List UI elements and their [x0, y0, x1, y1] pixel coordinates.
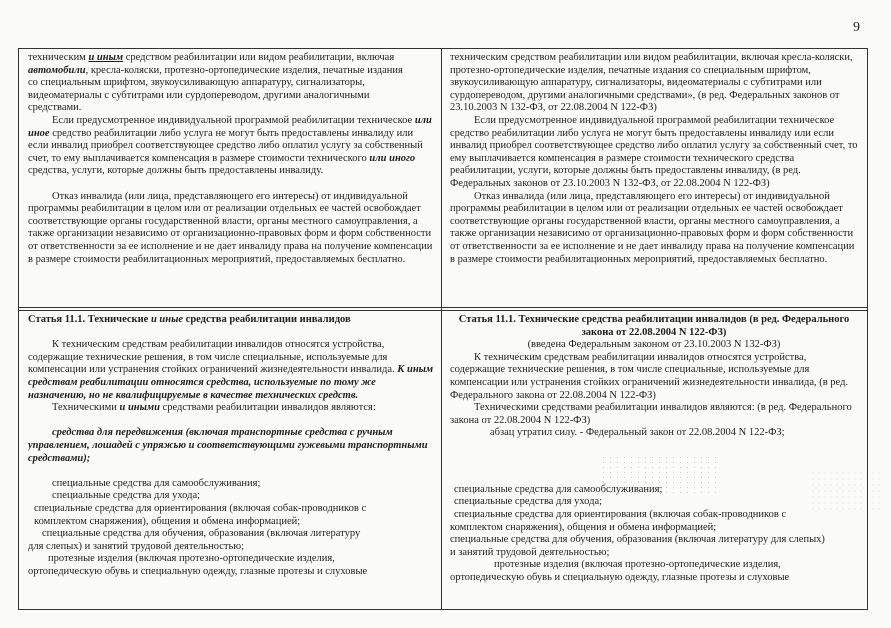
- new-list-item-2: специальные средства для ухода;: [454, 496, 603, 508]
- column-divider: [441, 48, 442, 610]
- scan-noise: [600, 455, 720, 495]
- old-article-paragraph-3: средства для передвижения (включая транспортные средства с ручным управлением, лошадей с упряжью и соответствующими гужевыми транспортными средствами);: [28, 427, 428, 464]
- old-article-title: Статья 11.1. Технические и иные средства реабилитации инвалидов: [28, 314, 351, 325]
- old-text-cell-bottom: [28, 314, 434, 606]
- old-paragraph-2: Если предусмотренное индивидуальной программой реабилитации техническое или иное средство реабилитации либо услуга не могут быть предоставлены инвалиду или если инвалид приобрел соответствующее средство либо оплатил услугу за собственный счет, то ему выплачивается компенсация в размере стоимости технического или иного средства, услуги, которые должны быть предоставлены инвалиду.: [28, 114, 432, 177]
- scan-noise-2: [810, 470, 880, 510]
- new-list-item-1: специальные средства для самообслуживания;: [454, 483, 663, 495]
- new-list-item-4: специальные средства для обучения, образования (включая литературу для слепых) и занятий трудовой деятельностью;: [450, 534, 825, 558]
- old-list-item-2: специальные средства для ухода;: [52, 490, 201, 502]
- old-list-item-1: специальные средства для самообслуживания;: [52, 477, 261, 489]
- old-list-item-4: специальные средства для обучения, образования (включая литературу для слепых) и занятий трудовой деятельностью;: [28, 528, 361, 552]
- old-list-item-5: протезные изделия (включая протезно-ортопедические изделия, ортопедическую обувь и специальную одежду, глазные протезы и слуховые: [28, 553, 368, 577]
- new-paragraph-2: Если предусмотренное индивидуальной программой реабилитации техническое средство реабилитации либо услуга не могут быть предоставлены инвалиду или если инвалид приобрел соответствующее средство либо оплатил услугу за собственный счет, то ему выплачивается компенсация в размере стоимости технического средства реабилитации, услуги, которые должны быть предоставлены инвалиду, (в ред. Федеральных законов от 23.10.2003 N 132-ФЗ, от 22.08.2004 N 122-ФЗ): [450, 114, 858, 189]
- section-divider: [18, 307, 868, 308]
- old-paragraph-3: Отказ инвалида (или лица, представляющего его интересы) от индивидуальной программы реабилитации в целом или от реализации отдельных ее частей освобождает соответствующие органы государственной власти, органы местного самоуправления, а также организации независимо от организационно-правовых форм и форм собственности от ответственности за ее исполнение и не дает инвалиду права на получение компенсации в размере стоимости реабилитационных мероприятий, предоставляемых бесплатно.: [28, 190, 433, 265]
- new-article-paragraph-3: абзац утратил силу. - Федеральный закон от 22.08.2004 N 122-ФЗ;: [490, 427, 785, 439]
- new-article-title: Статья 11.1. Технические средства реабилитации инвалидов (в ред. Федерального закона от 22.08.2004 N 122-ФЗ): [458, 314, 850, 338]
- new-article-intro: (введена Федеральным законом от 23.10.2003 N 132-ФЗ): [527, 339, 781, 351]
- new-article-paragraph-2: Техническими средствами реабилитации инвалидов являются: (в ред. Федерального закона от 22.08.2004 N 122-ФЗ): [450, 402, 852, 426]
- old-paragraph-1: техническим и иным средством реабилитации или видом реабилитации, включая автомобили, кресла-коляски, протезно-ортопедические изделия, печатные издания со специальным шрифтом, звукоусиливающую аппаратуру, сигнализаторы, видеоматериалы с субтитрами или сурдопереводом, другими аналогичными средствами.: [28, 52, 403, 114]
- old-list-item-3: специальные средства для ориентирования (включая собак-проводников с комплектом снаряжения), общения и обмена информацией;: [34, 502, 367, 527]
- new-paragraph-3: Отказ инвалида (или лица, представляющего его интересы) от индивидуальной программы реабилитации в целом или от реализации отдельных ее частей освобождает соответствующие органы государственной власти, органы местного самоуправления, а также организации независимо от организационно-правовых форм и форм собственности от ответственности за ее исполнение и не дает инвалиду права на получение компенсации в размере стоимости реабилитационных мероприятий, предоставляемых бесплатно.: [450, 190, 855, 265]
- page-number: 9: [853, 20, 860, 35]
- section-divider-inner: [18, 310, 868, 311]
- new-paragraph-1: техническим средством реабилитации или видом реабилитации, включая кресла-коляски, протезно-ортопедические изделия, печатные издания со специальным шрифтом, звукоусиливающую аппаратуру, сигнализаторы, видеоматериалы с субтитрами или сурдопереводом, другими аналогичными средствами», (в ред. Федеральных законов от 23.10.2003 N 132-ФЗ, от 22.08.2004 N 122-ФЗ): [450, 52, 853, 114]
- old-article-paragraph-2: Техническими и иными средствами реабилитации инвалидов являются:: [52, 402, 376, 414]
- new-list-item-5: протезные изделия (включая протезно-ортопедические изделия, ортопедическую обувь и специальную одежду, глазные протезы и слуховые: [450, 559, 790, 583]
- new-text-cell-top: [450, 52, 858, 304]
- old-article-paragraph-1: К техническим средствам реабилитации инвалидов относятся устройства, содержащие технические решения, в том числе специальные, используемые для компенсации или устранения стойких ограничений жизнедеятельности инвалида. К иным средствам реабилитации относятся средства, используемые по тому же назначению, но не квалифицируемые в качестве технических средств.: [28, 339, 434, 401]
- new-article-paragraph-1: К техническим средствам реабилитации инвалидов относятся устройства, содержащие технические решения, в том числе специальные, используемые для компенсации или устранения стойких ограничений жизнедеятельности инвалида, (в ред. Федерального закона от 22.08.2004 N 122-ФЗ): [450, 351, 849, 401]
- new-list-item-3: специальные средства для ориентирования (включая собак-проводников с комплектом снаряжения), общения и обмена информацией;: [450, 508, 787, 533]
- old-text-cell-top: [28, 52, 434, 304]
